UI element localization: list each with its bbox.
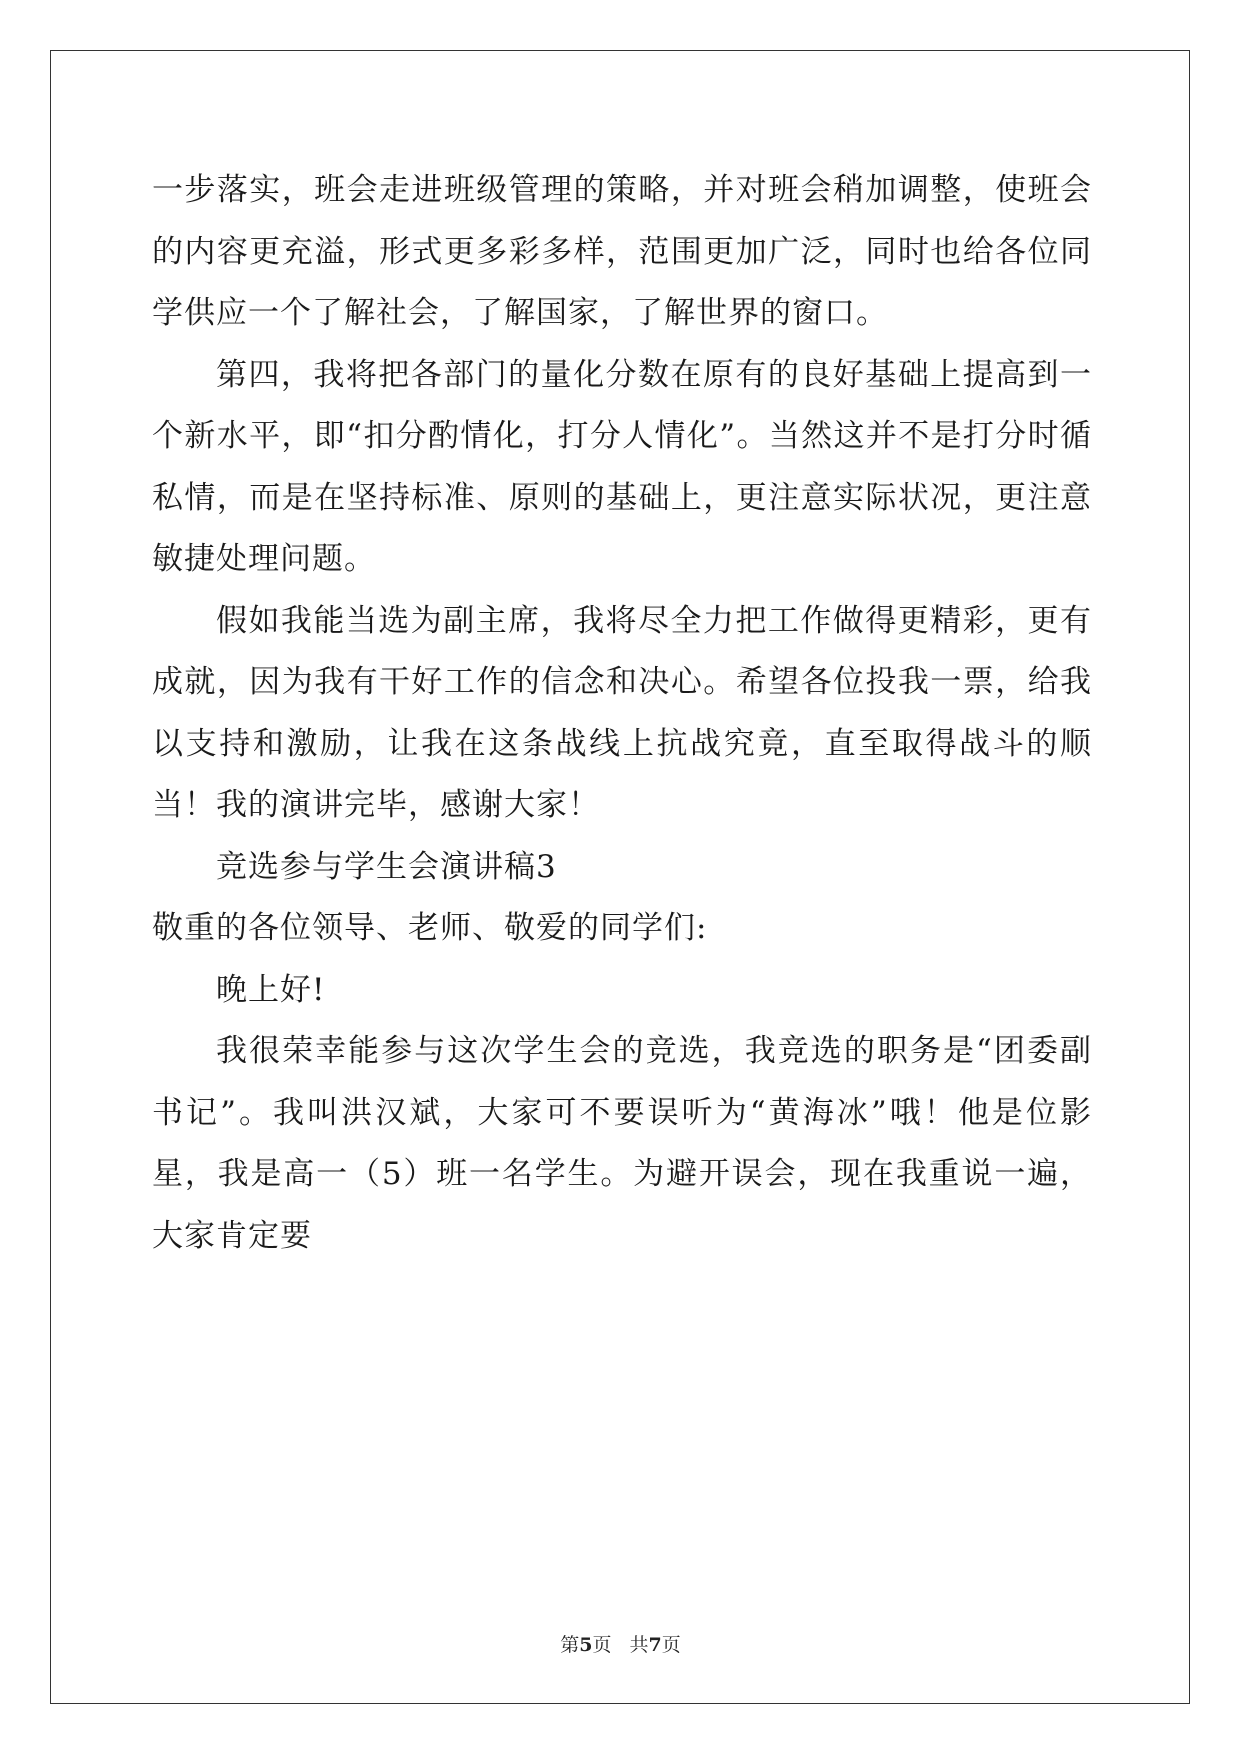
footer-page-suffix: 页 [592, 1634, 612, 1656]
current-page-number: 5 [579, 1634, 593, 1656]
paragraph-3: 假如我能当选为副主席，我将尽全力把工作做得更精彩，更有成就，因为我有干好工作的信念和决心。希望各位投我一票，给我以支持和激励，让我在这条战线上抗战究竟，直至取得战斗的顺当！我的演讲完毕，感谢大家！ [152, 602, 1092, 823]
page-number-footer [0, 1630, 1241, 1657]
section-heading: 竞选参与学生会演讲稿3 [216, 848, 557, 885]
footer-prefix: 第 [560, 1634, 580, 1656]
paragraph-2: 第四，我将把各部门的量化分数在原有的良好基础上提高到一个新水平，即“扣分酌情化，打分人情化”。当然这并不是打分时循私情，而是在坚持标准、原则的基础上，更注意实际状况，更注意敏捷处理问题。 [152, 356, 1092, 577]
greeting: 晚上好! [216, 971, 326, 1008]
total-page-number: 7 [648, 1634, 662, 1656]
footer-total-prefix: 共 [629, 1634, 649, 1656]
paragraph-1: 一步落实，班会走进班级管理的策略，并对班会稍加调整，使班会的内容更充溢，形式更多彩多样，范围更加广泛，同时也给各位同学供应一个了解社会，了解国家，了解世界的窗口。 [152, 172, 1092, 331]
salutation: 敬重的各位领导、老师、敬爱的同学们: [152, 910, 708, 946]
footer-total-suffix: 页 [661, 1634, 681, 1656]
document-body [152, 160, 1092, 1267]
paragraph-7: 我很荣幸能参与这次学生会的竞选，我竞选的职务是“团委副书记”。我叫洪汉斌，大家可不要误听为“黄海冰”哦！他是位影星，我是高一（5）班一名学生。为避开误会，现在我重说一遍，大家肯定要 [152, 1033, 1092, 1254]
